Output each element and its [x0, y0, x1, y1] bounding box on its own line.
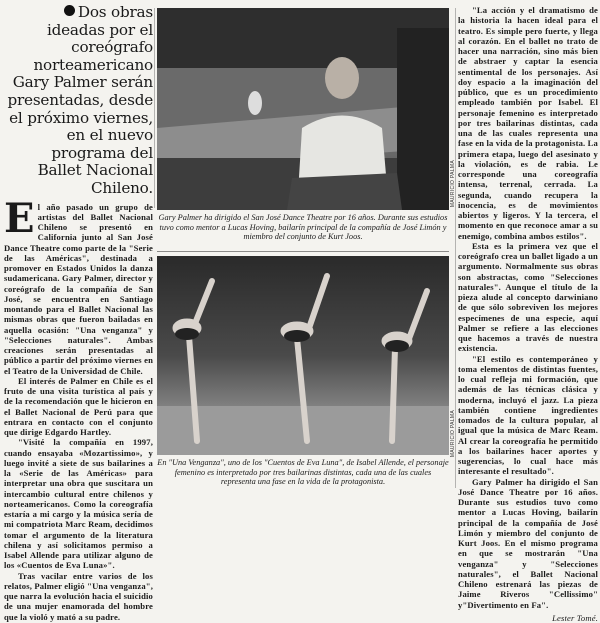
photo-caption: En "Una Venganza", uno de los "Cuentos de Eva Luna", de Isabel Allende, el personaje femenino es interpretado por tres bailarinas distintas, cada una de las cuales representa una fase en la vida de la protagonista. [157, 458, 449, 487]
photo-dancers-image [157, 256, 449, 455]
article-paragraph: Gary Palmer ha dirigido el San José Dance Theatre por 16 años. Durante sus estudios tuvo como mentor a Lucas Hoving, bailarín principal de la compañía de José Limón y miembro del conjunto de Kurt Joos. En el mismo programa en que se mostrarán "Una venganza" y "Selecciones naturales", el Ballet Nacional Chileno estrenará las piezas de Jaime Riveros "Cellissimo" y"Divertimento en Fa". [458, 476, 598, 610]
paragraph-text: l año pasado un grupo de artistas del Ballet Nacional Chileno se presentó en California junto al San José Dance Theatre como parte de la "Serie de las Américas", destinada a promover en Estados Unidos la danza sudamericana. Gary Palmer, director y coreógrafo de la compañía de San José, se encuentra en Santiago montando para el Ballet Nacional las mismas obras que fueron bailadas en aquella ocasión: "Una venganza" y "Selecciones naturales". Ambas creaciones serán presentadas al público a partir del próximo viernes en el Teatro de la Universidad de Chile. [4, 201, 153, 376]
article-paragraph: El interés de Palmer en Chile es el fruto de una visita turística al país y de la recomendación que le hicieron en el Ballet Nacional de Perú para que entrara en contacto con el conjunto que dirige Edgardo Hartley. [4, 375, 153, 438]
article-paragraph: "Visité la compañía en 1997, cuando ensayaba «Mozartissimo», y luego invité a siete de sus bailarines a la «Serie de las Américas» para interpretar una obra que suscitara un intercambio cultural entre chilenos y norteamericanos. Como la coreografía estaría a mi cargo y la música sería de mi compatriota Marc Ream, decidimos tomar el argumento de la literatura chilena y así solicitamos permiso a Isabel Allende para utilizar alguno de los «Cuentos de Eva Luna»". [4, 437, 153, 571]
photo-credit: MAURICIO PALMA [450, 410, 456, 458]
headline-text: Dos obras ideadas por el coreógrafo norteamericano Gary Palmer serán presentadas, desde el próximo viernes, en el nuevo programa del Ballet Nacional Chileno. [7, 3, 153, 197]
photo-portrait-image [157, 8, 449, 210]
bullet-icon [64, 5, 75, 16]
headline [4, 4, 153, 198]
article-paragraph [4, 194, 153, 376]
author-signature: Lester Tomé. [552, 612, 598, 623]
divider [157, 251, 449, 252]
photo-credit: MAURICIO PALMA [450, 160, 456, 208]
article-paragraph: "La acción y el dramatismo de la historia la hacen ideal para el teatro. Es simple pero fuerte, y llega al corazón. En el ballet no trato de hacer una narración, sino más bien de abstraer y captar la esencia sentimental de los personajes. Así doy espacio a la imaginación del público, que es un procedimiento empleado también por Isabel. El personaje femenino es interpretado por tres bailarinas distintas, cada una de las cuales representa una fase en la vida de la protagonista. La primera etapa, luego del asesinato y la violación, es de rabia. Le corresponde una coreografía intensa, terrenal, cerrada. La segunda, cuando recupera la inocencia, es de movimientos abiertos y ligeros. Y la tercera, el momento en que reconoce amar a su enemigo, combina ambos estilos". [458, 5, 598, 241]
right-column [458, 5, 598, 623]
article-paragraph: "El estilo es contemporáneo y toma elementos de distintas fuentes, lo cual refleja mi formación, que además de las técnicas clásica y moderna, incluyó el jazz. La pieza también contiene ingredientes tomados de la cultura popular, al igual que la música de Marc Ream. Al crear la coreografía he permitido a los bailarines hacer aportes y sugerencias, lo cual hace más interesante el resultado". [458, 353, 598, 477]
photo-gary-palmer [157, 8, 449, 210]
article-paragraph: Esta es la primera vez que el coreógrafo crea un ballet ligado a un argumento. Normalmente sus obras son abstractas, como "Selecciones naturales". Aunque el título de la pieza alude al concepto darwiniano de que sólo sobreviven los mejores especímenes de una especie, aquí Palmer se refiere a las elecciones que hacemos a través de nuestra existencia. [458, 240, 598, 354]
left-column [4, 4, 153, 622]
column-divider [154, 8, 155, 208]
photo-ballet-dancers [157, 256, 449, 455]
photo-caption: Gary Palmer ha dirigido el San José Dance Theatre por 16 años. Durante sus estudios tuvo como mentor a Lucas Hoving, bailarín principal de la compañía de José Limón y miembro del conjunto de Kurt Joos. [158, 213, 448, 242]
drop-cap: E [4, 194, 35, 242]
column-divider [455, 8, 456, 488]
article-paragraph: Tras vacilar entre varios de los relatos, Palmer eligió "Una venganza", que narra la evolución hacia el suicidio de una mujer enamorada del hombre que la violó y mató a su padre. [4, 570, 153, 622]
